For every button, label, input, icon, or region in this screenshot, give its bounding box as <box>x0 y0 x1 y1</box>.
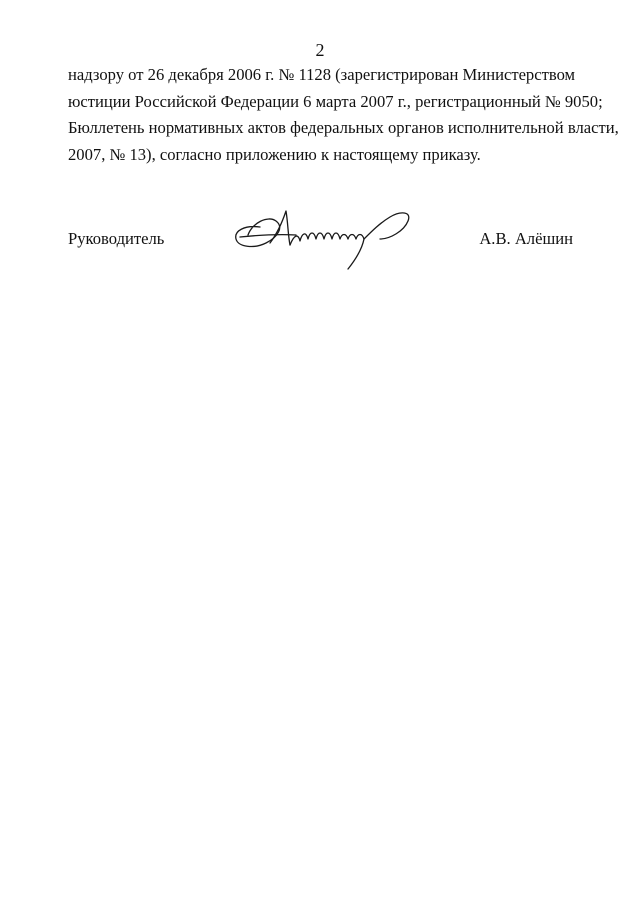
signer-title: Руководитель <box>68 229 165 248</box>
handwritten-signature <box>230 205 420 271</box>
body-line: надзору от 26 декабря 2006 г. № 1128 (зарегистрирован Министерством <box>68 65 576 84</box>
page-number: 2 <box>315 40 325 60</box>
body-line: Бюллетень нормативных актов федеральных органов исполнительной власти, <box>68 118 619 137</box>
signer-name: А.В. Алёшин <box>479 229 573 248</box>
body-line: 2007, № 13), согласно приложению к настоящему приказу. <box>68 144 481 164</box>
document-body <box>68 62 619 168</box>
signature-block <box>68 205 573 275</box>
body-line: юстиции Российской Федерации 6 марта 2007 г., регистрационный № 9050; <box>68 91 603 111</box>
